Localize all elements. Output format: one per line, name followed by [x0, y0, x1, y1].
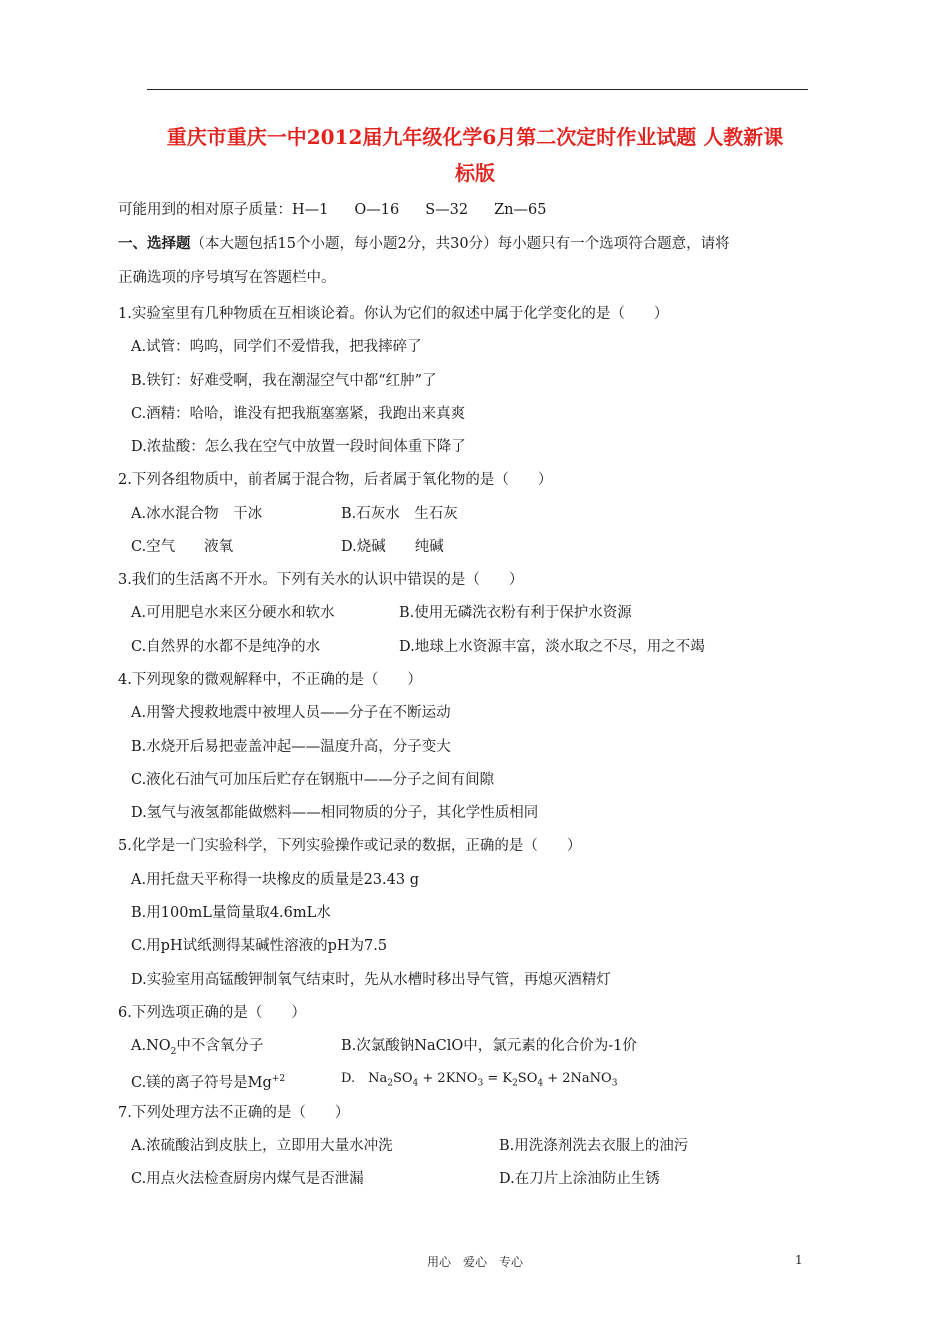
- subscript: 2: [387, 1078, 393, 1089]
- question-2-option-b: B.石灰水 生石灰: [341, 506, 458, 522]
- question-6-option-b: B.次氯酸钠NaClO中，氯元素的化合价为-1价: [341, 1038, 637, 1054]
- header-rule: [147, 89, 808, 90]
- option-c-text: C.镁的离子符号是Mg: [131, 1074, 272, 1091]
- option-a-text-rest: 中不含氧分子: [176, 1038, 264, 1054]
- question-7-option-b: B.用洗涤剂洗去衣服上的油污: [499, 1138, 689, 1154]
- atomic-mass-h: H—1: [292, 202, 329, 218]
- section-name: 选择题: [147, 235, 191, 252]
- equation-part: D. Na: [341, 1071, 388, 1086]
- subscript: 2: [170, 1046, 177, 1057]
- question-3-option-b: B.使用无磷洗衣粉有利于保护水资源: [399, 605, 632, 621]
- equation-part: SO: [517, 1071, 538, 1086]
- atomic-mass-zn: Zn—65: [494, 202, 547, 218]
- subscript: 2: [512, 1078, 518, 1089]
- subscript: 4: [537, 1078, 544, 1089]
- question-2-option-d: D.烧碱 纯碱: [341, 539, 444, 555]
- section-instruction-2: 正确选项的序号填写在答题栏中。: [118, 270, 336, 286]
- section-number: 一、: [118, 235, 147, 252]
- atomic-mass-label: 可能用到的相对原子质量：: [118, 202, 292, 218]
- superscript: +2: [271, 1074, 286, 1084]
- subscript: 3: [611, 1078, 618, 1089]
- question-2-option-a: A.冰水混合物 干冰: [131, 506, 263, 522]
- question-4-option-c: C.液化石油气可加压后贮存在钢瓶中——分子之间有间隙: [131, 772, 495, 788]
- equation-part: + 2NaNO: [543, 1071, 612, 1086]
- question-6-stem: 6.下列选项正确的是（ ）: [118, 1005, 306, 1021]
- question-2-stem: 2.下列各组物质中，前者属于混合物，后者属于氧化物的是（ ）: [118, 472, 553, 488]
- footer-motto: 用心 爱心 专心: [426, 1255, 523, 1269]
- section-heading: [118, 234, 730, 254]
- question-3-stem: 3.我们的生活离不开水。下列有关水的认识中错误的是（ ）: [118, 572, 524, 588]
- question-1-option-b: B.铁钉：好难受啊，我在潮湿空气中都“红肿”了: [131, 373, 437, 389]
- atomic-mass-s: S—32: [425, 202, 469, 218]
- question-2-option-c: C.空气 液氧: [131, 539, 234, 555]
- atomic-mass-o: O—16: [354, 202, 400, 218]
- question-3-option-a: A.可用肥皂水来区分硬水和软水: [131, 605, 335, 621]
- question-6-option-d: [341, 1069, 617, 1094]
- page-number: 1: [795, 1253, 803, 1267]
- question-7-option-c: C.用点火法检查厨房内煤气是否泄漏: [131, 1171, 364, 1187]
- question-6-option-c: [131, 1069, 285, 1093]
- atomic-mass-line: [118, 200, 546, 220]
- subscript: 3: [477, 1078, 484, 1089]
- question-5-option-c: C.用pH试纸测得某碱性溶液的pH为7.5: [131, 938, 388, 954]
- question-1-option-d: D.浓盐酸：怎么我在空气中放置一段时间体重下降了: [131, 439, 466, 455]
- option-a-text: A.NO: [131, 1038, 171, 1054]
- question-3-option-c: C.自然界的水都不是纯净的水: [131, 639, 321, 655]
- question-5-option-d: D.实验室用高锰酸钾制氧气结束时，先从水槽时移出导气管，再熄灭酒精灯: [131, 972, 611, 988]
- question-1-option-c: C.酒精：哈哈，谁没有把我瓶塞塞紧，我跑出来真爽: [131, 406, 466, 422]
- section-instruction-1: （本大题包括15个小题，每小题2分，共30分）每小题只有一个选项符合题意，请将: [190, 236, 730, 252]
- question-5-stem: 5.化学是一门实验科学，下列实验操作或记录的数据，正确的是（ ）: [118, 838, 582, 854]
- question-5-option-b: B.用100mL量筒量取4.6mL水: [131, 905, 331, 921]
- question-7-option-d: D.在刀片上涂油防止生锈: [499, 1171, 660, 1187]
- question-4-option-a: A.用警犬搜救地震中被埋人员——分子在不断运动: [131, 705, 451, 721]
- document-title-line-2: 标版: [455, 161, 495, 185]
- question-7-option-a: A.浓硫酸沾到皮肤上，立即用大量水冲洗: [131, 1138, 393, 1154]
- question-6-option-a: [131, 1036, 263, 1062]
- question-4-stem: 4.下列现象的微观解释中，不正确的是（ ）: [118, 672, 422, 688]
- equation-part: = K: [483, 1071, 513, 1086]
- equation-part: SO: [392, 1071, 413, 1086]
- question-1-stem: 1.实验室里有几种物质在互相谈论着。你认为它们的叙述中属于化学变化的是（ ）: [118, 306, 669, 322]
- document-title-line-1: 重庆市重庆一中2012届九年级化学6月第二次定时作业试题 人教新课: [166, 125, 784, 149]
- question-4-option-b: B.水烧开后易把壶盖冲起——温度升高，分子变大: [131, 739, 451, 755]
- subscript: 4: [412, 1078, 419, 1089]
- question-4-option-d: D.氢气与液氢都能做燃料——相同物质的分子，其化学性质相同: [131, 805, 539, 821]
- question-3-option-d: D.地球上水资源丰富，淡水取之不尽，用之不竭: [399, 639, 705, 655]
- question-7-stem: 7.下列处理方法不正确的是（ ）: [118, 1105, 350, 1121]
- question-5-option-a: A.用托盘天平称得一块橡皮的质量是23.43 g: [131, 872, 419, 888]
- question-1-option-a: A.试管：呜呜，同学们不爱惜我，把我摔碎了: [131, 339, 422, 355]
- equation-part: + 2KNO: [418, 1071, 478, 1086]
